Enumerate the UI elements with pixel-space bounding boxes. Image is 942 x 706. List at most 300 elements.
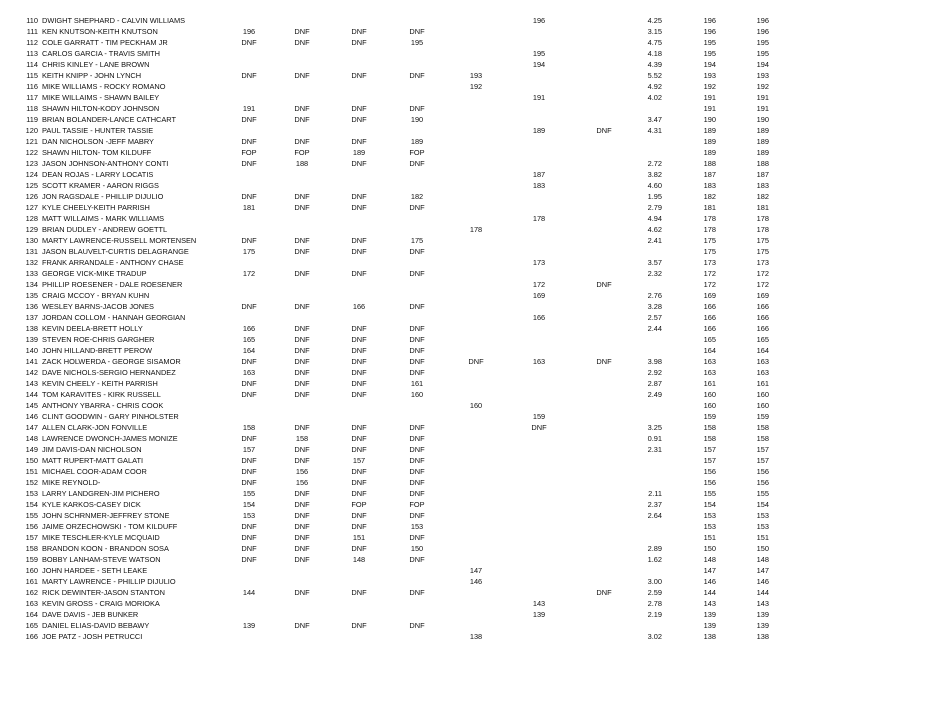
weight-cell: 4.25 bbox=[647, 16, 662, 25]
round-4-cell: DNF bbox=[409, 467, 425, 476]
round-5-cell: 138 bbox=[469, 632, 483, 641]
round-3-cell: DNF bbox=[351, 357, 367, 366]
round-2-cell: FOP bbox=[294, 148, 310, 157]
round-3-cell: DNF bbox=[351, 104, 367, 113]
table-row bbox=[0, 598, 942, 609]
total-score-cell: 166 bbox=[756, 324, 769, 333]
round-1-cell: 157 bbox=[242, 445, 256, 454]
weight-cell: 1.95 bbox=[647, 192, 662, 201]
best-score-cell: 175 bbox=[703, 247, 716, 256]
round-6-cell: 194 bbox=[532, 60, 546, 69]
place-number-cell: 118 bbox=[26, 104, 38, 113]
place-number-cell: 119 bbox=[26, 115, 38, 124]
round-3-cell: DNF bbox=[351, 511, 367, 520]
best-score-cell: 166 bbox=[703, 313, 716, 322]
round-4-cell: 175 bbox=[410, 236, 424, 245]
round-1-cell: DNF bbox=[241, 522, 257, 531]
round-7-cell: DNF bbox=[596, 588, 612, 597]
round-3-cell: DNF bbox=[351, 379, 367, 388]
round-1-cell: 153 bbox=[242, 511, 256, 520]
team-names-cell: KEVIN GROSS - CRAIG MORIOKA bbox=[42, 599, 160, 608]
round-2-cell: DNF bbox=[294, 335, 310, 344]
team-names-cell: CLINT GOODWIN - GARY PINHOLSTER bbox=[42, 412, 179, 421]
round-4-cell: DNF bbox=[409, 555, 425, 564]
place-number-cell: 128 bbox=[25, 214, 38, 223]
team-names-cell: MARTY LAWRENCE-RUSSELL MORTENSEN bbox=[42, 236, 197, 245]
round-3-cell: DNF bbox=[351, 236, 367, 245]
total-score-cell: 194 bbox=[756, 60, 769, 69]
weight-cell: 2.92 bbox=[647, 368, 662, 377]
table-row bbox=[0, 565, 942, 576]
weight-cell: 4.31 bbox=[647, 126, 662, 135]
table-row bbox=[0, 532, 942, 543]
team-names-cell: KEN KNUTSON-KEITH KNUTSON bbox=[42, 27, 158, 36]
weight-cell: 2.11 bbox=[648, 489, 662, 498]
round-4-cell: 182 bbox=[410, 192, 424, 201]
table-row bbox=[0, 180, 942, 191]
round-6-cell: 166 bbox=[532, 313, 546, 322]
total-score-cell: 173 bbox=[756, 258, 769, 267]
round-4-cell: DNF bbox=[409, 588, 425, 597]
team-names-cell: RICK DEWINTER-JASON STANTON bbox=[42, 588, 165, 597]
total-score-cell: 153 bbox=[756, 522, 769, 531]
best-score-cell: 190 bbox=[703, 115, 716, 124]
round-2-cell: DNF bbox=[294, 588, 310, 597]
table-row bbox=[0, 169, 942, 180]
team-names-cell: MIKE WILLIAMS - ROCKY ROMANO bbox=[42, 82, 166, 91]
place-number-cell: 155 bbox=[25, 511, 38, 520]
total-score-cell: 196 bbox=[756, 27, 769, 36]
best-score-cell: 164 bbox=[703, 346, 716, 355]
round-4-cell: DNF bbox=[409, 104, 425, 113]
total-score-cell: 190 bbox=[756, 115, 769, 124]
best-score-cell: 194 bbox=[703, 60, 716, 69]
round-1-cell: 165 bbox=[242, 335, 256, 344]
best-score-cell: 165 bbox=[703, 335, 716, 344]
place-number-cell: 147 bbox=[25, 423, 38, 432]
place-number-cell: 162 bbox=[25, 588, 38, 597]
table-row bbox=[0, 257, 942, 268]
round-4-cell: DNF bbox=[409, 511, 425, 520]
team-names-cell: COLE GARRATT - TIM PECKHAM JR bbox=[42, 38, 168, 47]
weight-cell: 2.37 bbox=[647, 500, 662, 509]
round-1-cell: DNF bbox=[241, 236, 257, 245]
team-names-cell: MIKE REYNOLD- bbox=[42, 478, 101, 487]
team-names-cell: JOHN SCHRNMER-JEFFREY STONE bbox=[42, 511, 170, 520]
team-names-cell: SHAWN HILTON-KODY JOHNSON bbox=[42, 104, 160, 113]
total-score-cell: 192 bbox=[756, 82, 769, 91]
team-names-cell: MATT RUPERT-MATT GALATI bbox=[42, 456, 144, 465]
weight-cell: 2.72 bbox=[647, 159, 662, 168]
table-row bbox=[0, 444, 942, 455]
best-score-cell: 196 bbox=[703, 16, 716, 25]
total-score-cell: 139 bbox=[756, 610, 769, 619]
round-4-cell: DNF bbox=[409, 335, 425, 344]
round-2-cell: DNF bbox=[294, 511, 310, 520]
best-score-cell: 166 bbox=[703, 324, 716, 333]
weight-cell: 4.60 bbox=[647, 181, 662, 190]
team-names-cell: DWIGHT SHEPHARD - CALVIN WILLIAMS bbox=[42, 16, 186, 25]
table-row bbox=[0, 411, 942, 422]
team-names-cell: TOM KARAVITES - KIRK RUSSELL bbox=[42, 390, 161, 399]
total-score-cell: 158 bbox=[756, 423, 769, 432]
place-number-cell: 149 bbox=[25, 445, 38, 454]
place-number-cell: 110 bbox=[26, 16, 38, 25]
weight-cell: 4.18 bbox=[647, 49, 662, 58]
team-names-cell: KYLE KARKOS-CASEY DICK bbox=[42, 500, 141, 509]
round-3-cell: DNF bbox=[351, 522, 367, 531]
best-score-cell: 158 bbox=[703, 423, 716, 432]
total-score-cell: 166 bbox=[756, 302, 769, 311]
team-names-cell: MATT WILLAIMS - MARK WILLIAMS bbox=[42, 214, 165, 223]
round-7-cell: DNF bbox=[596, 280, 612, 289]
round-3-cell: 148 bbox=[352, 555, 366, 564]
weight-cell: 2.76 bbox=[647, 291, 662, 300]
table-row bbox=[0, 235, 942, 246]
total-score-cell: 139 bbox=[756, 621, 769, 630]
place-number-cell: 164 bbox=[25, 610, 38, 619]
best-score-cell: 175 bbox=[703, 236, 716, 245]
round-6-cell: 187 bbox=[532, 170, 546, 179]
best-score-cell: 150 bbox=[703, 544, 716, 553]
best-score-cell: 153 bbox=[703, 522, 716, 531]
team-names-cell: CRAIG MCCOY - BRYAN KUHN bbox=[42, 291, 150, 300]
table-row bbox=[0, 268, 942, 279]
table-row bbox=[0, 37, 942, 48]
round-3-cell: DNF bbox=[351, 159, 367, 168]
best-score-cell: 154 bbox=[703, 500, 716, 509]
round-2-cell: DNF bbox=[294, 368, 310, 377]
round-3-cell: DNF bbox=[351, 368, 367, 377]
team-names-cell: BOBBY LANHAM-STEVE WATSON bbox=[42, 555, 161, 564]
best-score-cell: 178 bbox=[703, 225, 716, 234]
round-2-cell: DNF bbox=[294, 456, 310, 465]
round-4-cell: 150 bbox=[410, 544, 424, 553]
best-score-cell: 195 bbox=[703, 49, 716, 58]
best-score-cell: 157 bbox=[703, 456, 716, 465]
round-1-cell: DNF bbox=[241, 115, 257, 124]
table-row bbox=[0, 609, 942, 620]
table-row bbox=[0, 356, 942, 367]
total-score-cell: 182 bbox=[756, 192, 769, 201]
round-4-cell: DNF bbox=[409, 434, 425, 443]
place-number-cell: 127 bbox=[25, 203, 38, 212]
round-1-cell: DNF bbox=[241, 478, 257, 487]
table-row bbox=[0, 15, 942, 26]
best-score-cell: 169 bbox=[703, 291, 716, 300]
table-row bbox=[0, 367, 942, 378]
table-row bbox=[0, 312, 942, 323]
table-row bbox=[0, 213, 942, 224]
team-names-cell: DANIEL ELIAS-DAVID BEBAWY bbox=[42, 621, 150, 630]
total-score-cell: 191 bbox=[756, 104, 769, 113]
round-6-cell: 139 bbox=[532, 610, 546, 619]
table-row bbox=[0, 620, 942, 631]
round-1-cell: DNF bbox=[241, 302, 257, 311]
best-score-cell: 157 bbox=[703, 445, 716, 454]
round-1-cell: DNF bbox=[241, 390, 257, 399]
total-score-cell: 163 bbox=[756, 357, 769, 366]
best-score-cell: 139 bbox=[703, 621, 716, 630]
round-1-cell: DNF bbox=[241, 533, 257, 542]
round-4-cell: DNF bbox=[409, 456, 425, 465]
place-number-cell: 143 bbox=[25, 379, 38, 388]
table-row bbox=[0, 158, 942, 169]
weight-cell: 4.02 bbox=[647, 93, 662, 102]
best-score-cell: 191 bbox=[703, 104, 716, 113]
place-number-cell: 159 bbox=[25, 555, 38, 564]
round-3-cell: DNF bbox=[351, 588, 367, 597]
place-number-cell: 114 bbox=[26, 60, 38, 69]
round-4-cell: DNF bbox=[409, 324, 425, 333]
table-row bbox=[0, 246, 942, 257]
table-row bbox=[0, 378, 942, 389]
round-4-cell: FOP bbox=[409, 148, 425, 157]
team-names-cell: DAVE NICHOLS-SERGIO HERNANDEZ bbox=[42, 368, 176, 377]
round-3-cell: 151 bbox=[352, 533, 366, 542]
total-score-cell: 163 bbox=[756, 368, 769, 377]
best-score-cell: 144 bbox=[703, 588, 716, 597]
round-2-cell: DNF bbox=[294, 247, 310, 256]
round-4-cell: DNF bbox=[409, 159, 425, 168]
table-row bbox=[0, 455, 942, 466]
place-number-cell: 130 bbox=[25, 236, 38, 245]
team-names-cell: KEITH KNIPP - JOHN LYNCH bbox=[42, 71, 142, 80]
round-1-cell: DNF bbox=[241, 159, 257, 168]
round-6-cell: 191 bbox=[532, 93, 546, 102]
round-1-cell: DNF bbox=[241, 357, 257, 366]
team-names-cell: JOHN HARDEE - SETH LEAKE bbox=[42, 566, 148, 575]
round-4-cell: DNF bbox=[409, 533, 425, 542]
table-row bbox=[0, 521, 942, 532]
table-row bbox=[0, 224, 942, 235]
total-score-cell: 156 bbox=[756, 467, 769, 476]
round-2-cell: DNF bbox=[294, 390, 310, 399]
table-row bbox=[0, 48, 942, 59]
round-2-cell: DNF bbox=[294, 302, 310, 311]
team-names-cell: ALLEN CLARK-JON FONVILLE bbox=[42, 423, 148, 432]
place-number-cell: 140 bbox=[25, 346, 38, 355]
round-4-cell: DNF bbox=[409, 71, 425, 80]
weight-cell: 2.19 bbox=[647, 610, 662, 619]
team-names-cell: DAN NICHOLSON -JEFF MABRY bbox=[42, 137, 154, 146]
place-number-cell: 141 bbox=[25, 357, 38, 366]
place-number-cell: 129 bbox=[25, 225, 38, 234]
team-names-cell: KYLE CHEELY-KEITH PARRISH bbox=[42, 203, 150, 212]
table-row bbox=[0, 147, 942, 158]
round-2-cell: DNF bbox=[294, 324, 310, 333]
round-1-cell: 191 bbox=[242, 104, 256, 113]
round-4-cell: 160 bbox=[410, 390, 424, 399]
round-2-cell: DNF bbox=[294, 71, 310, 80]
table-row bbox=[0, 70, 942, 81]
round-3-cell: DNF bbox=[351, 335, 367, 344]
place-number-cell: 161 bbox=[25, 577, 38, 586]
round-5-cell: 147 bbox=[469, 566, 483, 575]
round-2-cell: DNF bbox=[294, 357, 310, 366]
weight-cell: 3.47 bbox=[647, 115, 662, 124]
total-score-cell: 157 bbox=[756, 456, 769, 465]
round-4-cell: DNF bbox=[409, 368, 425, 377]
round-3-cell: DNF bbox=[351, 621, 367, 630]
round-6-cell: 163 bbox=[532, 357, 546, 366]
best-score-cell: 163 bbox=[703, 368, 716, 377]
round-3-cell: DNF bbox=[351, 71, 367, 80]
total-score-cell: 189 bbox=[756, 137, 769, 146]
weight-cell: 4.94 bbox=[647, 214, 662, 223]
place-number-cell: 156 bbox=[25, 522, 38, 531]
round-1-cell: 172 bbox=[242, 269, 256, 278]
round-4-cell: FOP bbox=[409, 500, 425, 509]
round-2-cell: DNF bbox=[294, 533, 310, 542]
table-row bbox=[0, 554, 942, 565]
team-names-cell: SHAWN HILTON- TOM KILDUFF bbox=[42, 148, 152, 157]
table-row bbox=[0, 543, 942, 554]
team-names-cell: LARRY LANDGREN-JIM PICHERO bbox=[42, 489, 160, 498]
total-score-cell: 187 bbox=[756, 170, 769, 179]
round-3-cell: DNF bbox=[351, 192, 367, 201]
table-row bbox=[0, 477, 942, 488]
round-4-cell: DNF bbox=[409, 489, 425, 498]
best-score-cell: 192 bbox=[703, 82, 716, 91]
place-number-cell: 150 bbox=[25, 456, 38, 465]
round-4-cell: DNF bbox=[409, 346, 425, 355]
best-score-cell: 191 bbox=[703, 93, 716, 102]
table-row bbox=[0, 466, 942, 477]
round-1-cell: 154 bbox=[242, 500, 256, 509]
round-5-cell: 178 bbox=[469, 225, 483, 234]
round-2-cell: DNF bbox=[294, 621, 310, 630]
table-row bbox=[0, 26, 942, 37]
round-6-cell: 196 bbox=[532, 16, 546, 25]
total-score-cell: 195 bbox=[756, 38, 769, 47]
round-4-cell: DNF bbox=[409, 478, 425, 487]
round-2-cell: DNF bbox=[294, 489, 310, 498]
best-score-cell: 178 bbox=[703, 214, 716, 223]
place-number-cell: 122 bbox=[25, 148, 38, 157]
table-row bbox=[0, 389, 942, 400]
total-score-cell: 191 bbox=[756, 93, 769, 102]
total-score-cell: 150 bbox=[756, 544, 769, 553]
round-1-cell: 139 bbox=[242, 621, 256, 630]
round-6-cell: 159 bbox=[532, 412, 546, 421]
weight-cell: 2.44 bbox=[647, 324, 662, 333]
total-score-cell: 196 bbox=[756, 16, 769, 25]
round-1-cell: FOP bbox=[241, 148, 257, 157]
team-names-cell: ANTHONY YBARRA - CHRIS COOK bbox=[42, 401, 164, 410]
best-score-cell: 160 bbox=[703, 401, 716, 410]
team-names-cell: PHILLIP ROESENER - DALE ROESENER bbox=[42, 280, 183, 289]
team-names-cell: STEVEN ROE-CHRIS GARGHER bbox=[42, 335, 155, 344]
total-score-cell: 172 bbox=[756, 280, 769, 289]
round-3-cell: DNF bbox=[351, 423, 367, 432]
table-row bbox=[0, 323, 942, 334]
round-1-cell: DNF bbox=[241, 192, 257, 201]
best-score-cell: 139 bbox=[703, 610, 716, 619]
team-names-cell: JON RAGSDALE - PHILLIP DIJULIO bbox=[42, 192, 164, 201]
team-names-cell: MICHAEL COOR-ADAM COOR bbox=[42, 467, 147, 476]
round-3-cell: DNF bbox=[351, 115, 367, 124]
team-names-cell: BRANDON KOON - BRANDON SOSA bbox=[42, 544, 169, 553]
table-row bbox=[0, 125, 942, 136]
round-2-cell: DNF bbox=[294, 104, 310, 113]
place-number-cell: 142 bbox=[25, 368, 38, 377]
results-table bbox=[0, 15, 942, 642]
round-5-cell: DNF bbox=[468, 357, 484, 366]
weight-cell: 2.89 bbox=[647, 544, 662, 553]
round-3-cell: DNF bbox=[351, 27, 367, 36]
round-5-cell: 160 bbox=[469, 401, 483, 410]
total-score-cell: 175 bbox=[756, 247, 769, 256]
place-number-cell: 125 bbox=[25, 181, 38, 190]
best-score-cell: 193 bbox=[703, 71, 716, 80]
team-names-cell: SCOTT KRAMER - AARON RIGGS bbox=[42, 181, 159, 190]
best-score-cell: 159 bbox=[703, 412, 716, 421]
total-score-cell: 181 bbox=[756, 203, 769, 212]
weight-cell: 2.59 bbox=[647, 588, 662, 597]
best-score-cell: 183 bbox=[703, 181, 716, 190]
place-number-cell: 121 bbox=[25, 137, 38, 146]
weight-cell: 2.41 bbox=[647, 236, 662, 245]
team-names-cell: JAIME ORZECHOWSKI - TOM KILDUFF bbox=[42, 522, 178, 531]
round-1-cell: DNF bbox=[241, 555, 257, 564]
round-6-cell: 178 bbox=[532, 214, 546, 223]
place-number-cell: 126 bbox=[25, 192, 38, 201]
round-4-cell: 190 bbox=[410, 115, 424, 124]
team-names-cell: KEVIN CHEELY - KEITH PARRISH bbox=[42, 379, 158, 388]
round-4-cell: DNF bbox=[409, 621, 425, 630]
weight-cell: 2.31 bbox=[647, 445, 662, 454]
place-number-cell: 135 bbox=[25, 291, 38, 300]
team-names-cell: MARTY LAWRENCE - PHILLIP DIJULIO bbox=[42, 577, 176, 586]
table-row bbox=[0, 488, 942, 499]
round-2-cell: DNF bbox=[294, 137, 310, 146]
place-number-cell: 136 bbox=[25, 302, 38, 311]
round-6-cell: 169 bbox=[532, 291, 546, 300]
best-score-cell: 189 bbox=[703, 126, 716, 135]
round-3-cell: 166 bbox=[352, 302, 366, 311]
place-number-cell: 120 bbox=[25, 126, 38, 135]
best-score-cell: 196 bbox=[703, 27, 716, 36]
total-score-cell: 160 bbox=[756, 401, 769, 410]
total-score-cell: 153 bbox=[756, 511, 769, 520]
place-number-cell: 144 bbox=[25, 390, 38, 399]
best-score-cell: 155 bbox=[703, 489, 716, 498]
total-score-cell: 161 bbox=[756, 379, 769, 388]
round-4-cell: DNF bbox=[409, 269, 425, 278]
round-1-cell: 144 bbox=[242, 588, 256, 597]
total-score-cell: 172 bbox=[756, 269, 769, 278]
weight-cell: 3.02 bbox=[647, 632, 662, 641]
round-6-cell: DNF bbox=[531, 423, 547, 432]
place-number-cell: 145 bbox=[25, 401, 38, 410]
round-4-cell: DNF bbox=[409, 247, 425, 256]
round-2-cell: DNF bbox=[294, 269, 310, 278]
round-3-cell: DNF bbox=[351, 544, 367, 553]
round-1-cell: 164 bbox=[242, 346, 256, 355]
round-3-cell: DNF bbox=[351, 434, 367, 443]
best-score-cell: 143 bbox=[703, 599, 716, 608]
team-names-cell: FRANK ARRANDALE - ANTHONY CHASE bbox=[42, 258, 184, 267]
round-5-cell: 146 bbox=[469, 577, 483, 586]
team-names-cell: CARLOS GARCIA - TRAVIS SMITH bbox=[42, 49, 160, 58]
total-score-cell: 195 bbox=[756, 49, 769, 58]
best-score-cell: 189 bbox=[703, 148, 716, 157]
team-names-cell: LAWRENCE DWONCH-JAMES MONIZE bbox=[42, 434, 178, 443]
weight-cell: 3.25 bbox=[647, 423, 662, 432]
place-number-cell: 112 bbox=[26, 38, 38, 47]
place-number-cell: 146 bbox=[25, 412, 38, 421]
